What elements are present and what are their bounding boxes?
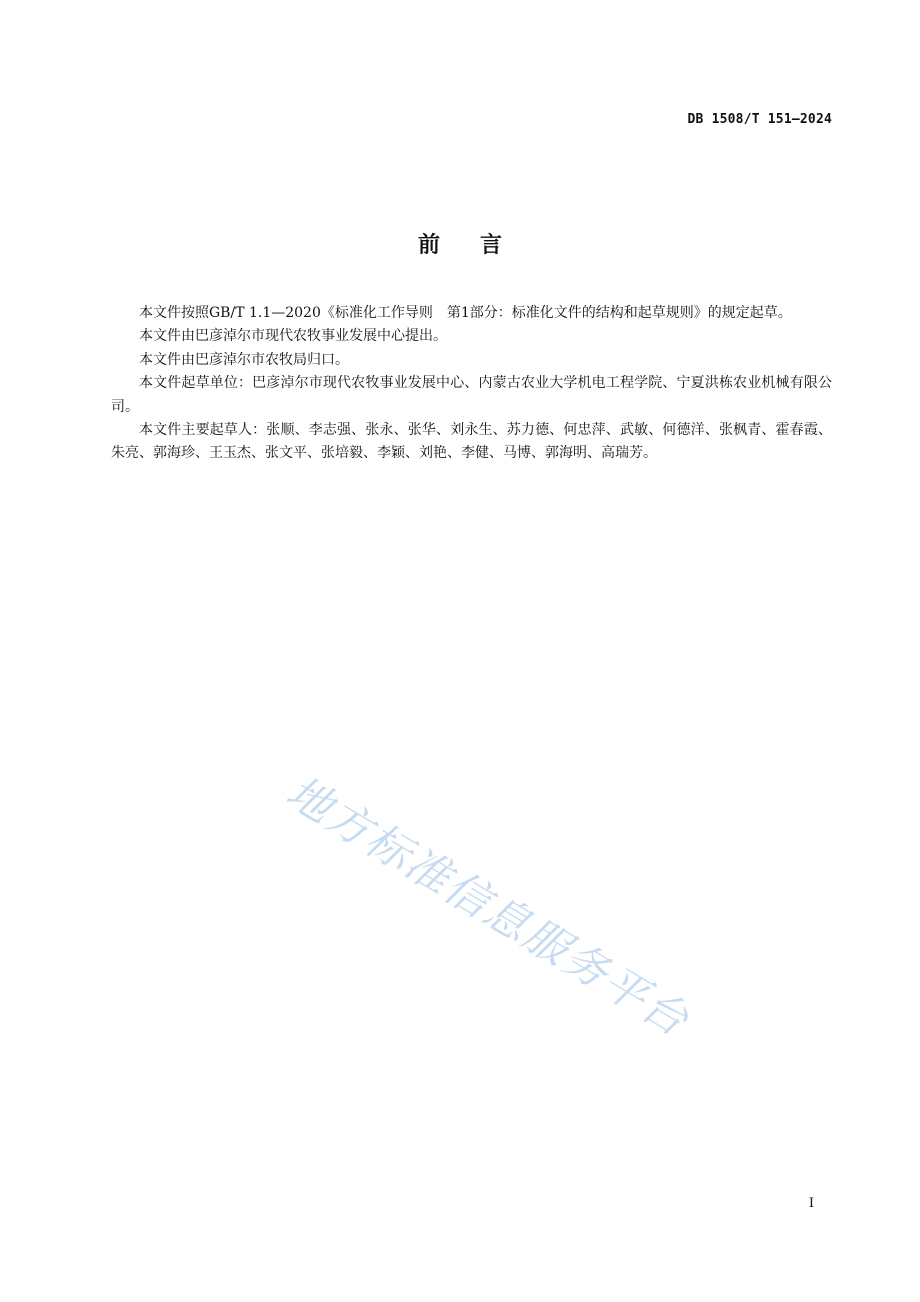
paragraph-drafting-units: 本文件起草单位：巴彦淖尔市现代农牧事业发展中心、内蒙古农业大学机电工程学院、宁夏洪栋农业机械有限公司。 — [111, 375, 832, 415]
watermark: 地方标准信息服务平台 — [277, 766, 698, 1048]
paragraph-competent-unit: 本文件由巴彦淖尔市农牧局归口。 — [139, 351, 349, 368]
paragraph-drafting-basis: 本文件按照GB/T 1.1—2020《标准化工作导则 第1部分：标准化文件的结构和起草规则》的规定起草。 — [139, 305, 792, 321]
page-number: I — [808, 1196, 814, 1211]
paragraph-proposer: 本文件由巴彦淖尔市现代农牧事业发展中心提出。 — [139, 328, 447, 345]
foreword-body — [111, 302, 832, 466]
paragraph-drafters: 本文件主要起草人：张顺、李志强、张永、张华、刘永生、苏力德、何忠萍、武敏、何德洋、张枫青、霍春霞、朱亮、郭海珍、王玉杰、张文平、张培毅、李颖、刘艳、李健、马博、郭海明、高瑞芳。 — [111, 422, 832, 462]
page-title: 前言 — [417, 233, 542, 258]
document-code: DB 1508/T 151—2024 — [687, 112, 832, 127]
